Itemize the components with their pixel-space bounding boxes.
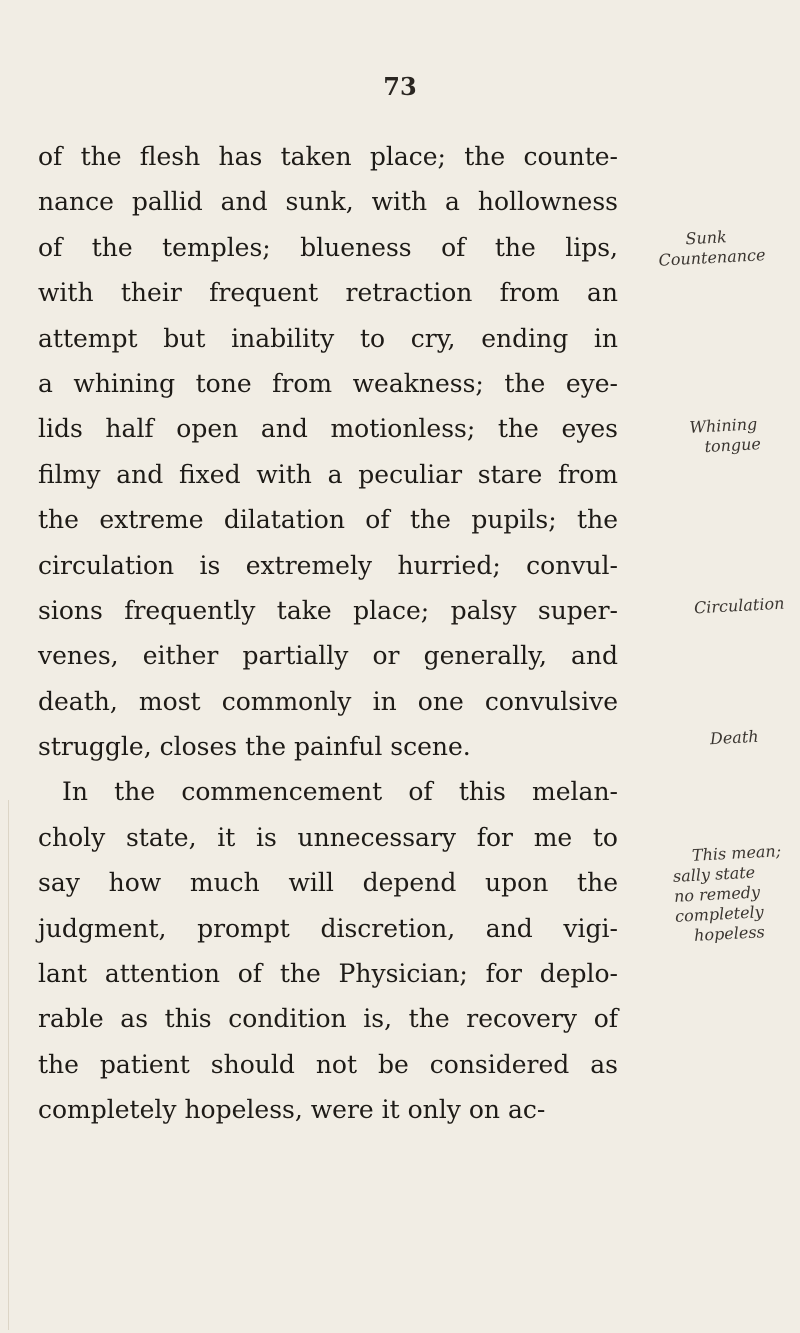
text-line: venes, either partially or generally, and bbox=[38, 641, 618, 671]
margin-note-line: Circulation bbox=[693, 593, 785, 618]
text-line: of the temples; blueness of the lips, bbox=[38, 232, 618, 262]
text-line: lids half open and motionless; the eyes bbox=[38, 414, 618, 444]
text-line: circulation is extremely hurried; convul- bbox=[38, 550, 618, 580]
margin-note-line: This mean; bbox=[691, 841, 782, 865]
text-line: the extreme dilatation of the pupils; the bbox=[38, 505, 618, 535]
text-line: lant attention of the Physician; for deplo- bbox=[38, 959, 618, 989]
margin-note-line: tongue bbox=[704, 434, 762, 457]
margin-note bbox=[671, 841, 785, 947]
margin-note bbox=[657, 225, 766, 271]
text-line: judgment, prompt discretion, and vigi- bbox=[38, 913, 618, 943]
margin-note-line: completely bbox=[674, 902, 765, 926]
text-line: of the flesh has taken place; the counte- bbox=[38, 142, 618, 171]
text-line: struggle, closes the painful scene. bbox=[38, 732, 471, 762]
text-line: a whining tone from weakness; the eye- bbox=[38, 368, 618, 398]
margin-note bbox=[710, 727, 760, 750]
page-fold-shadow bbox=[8, 800, 9, 1330]
body-text bbox=[38, 134, 618, 1133]
margin-note-line: Sunk bbox=[684, 227, 728, 249]
text-line: say how much will depend upon the bbox=[38, 868, 618, 898]
margin-note-line: no remedy bbox=[673, 882, 761, 906]
text-line: death, most commonly in one convulsive bbox=[38, 686, 618, 716]
margin-note bbox=[694, 594, 785, 619]
margin-note-line: Death bbox=[709, 726, 760, 749]
text-line: rable as this condition is, the recovery of bbox=[38, 1004, 618, 1034]
text-line: the patient should not be considered as bbox=[38, 1049, 618, 1079]
text-line: choly state, it is unnecessary for me to bbox=[38, 822, 618, 852]
text-line: filmy and fixed with a peculiar stare from bbox=[38, 459, 618, 489]
text-line: with their frequent retraction from an bbox=[38, 278, 618, 308]
margin-note bbox=[689, 414, 761, 458]
margin-notes bbox=[618, 0, 800, 1333]
text-line: sions frequently take place; palsy super- bbox=[38, 595, 618, 625]
text-line: completely hopeless, were it only on ac- bbox=[38, 1095, 546, 1125]
margin-note-line: hopeless bbox=[693, 922, 766, 945]
margin-note-line: Countenance bbox=[658, 245, 766, 270]
page-number: 73 bbox=[383, 72, 417, 101]
margin-note-line: sally state bbox=[672, 862, 756, 886]
text-line: nance pallid and sunk, with a hollowness bbox=[38, 187, 618, 217]
text-line-paragraph-start: In the commencement of this melan- bbox=[62, 777, 618, 807]
margin-note-line: Whining bbox=[689, 414, 758, 437]
text-line: attempt but inability to cry, ending in bbox=[38, 323, 618, 353]
